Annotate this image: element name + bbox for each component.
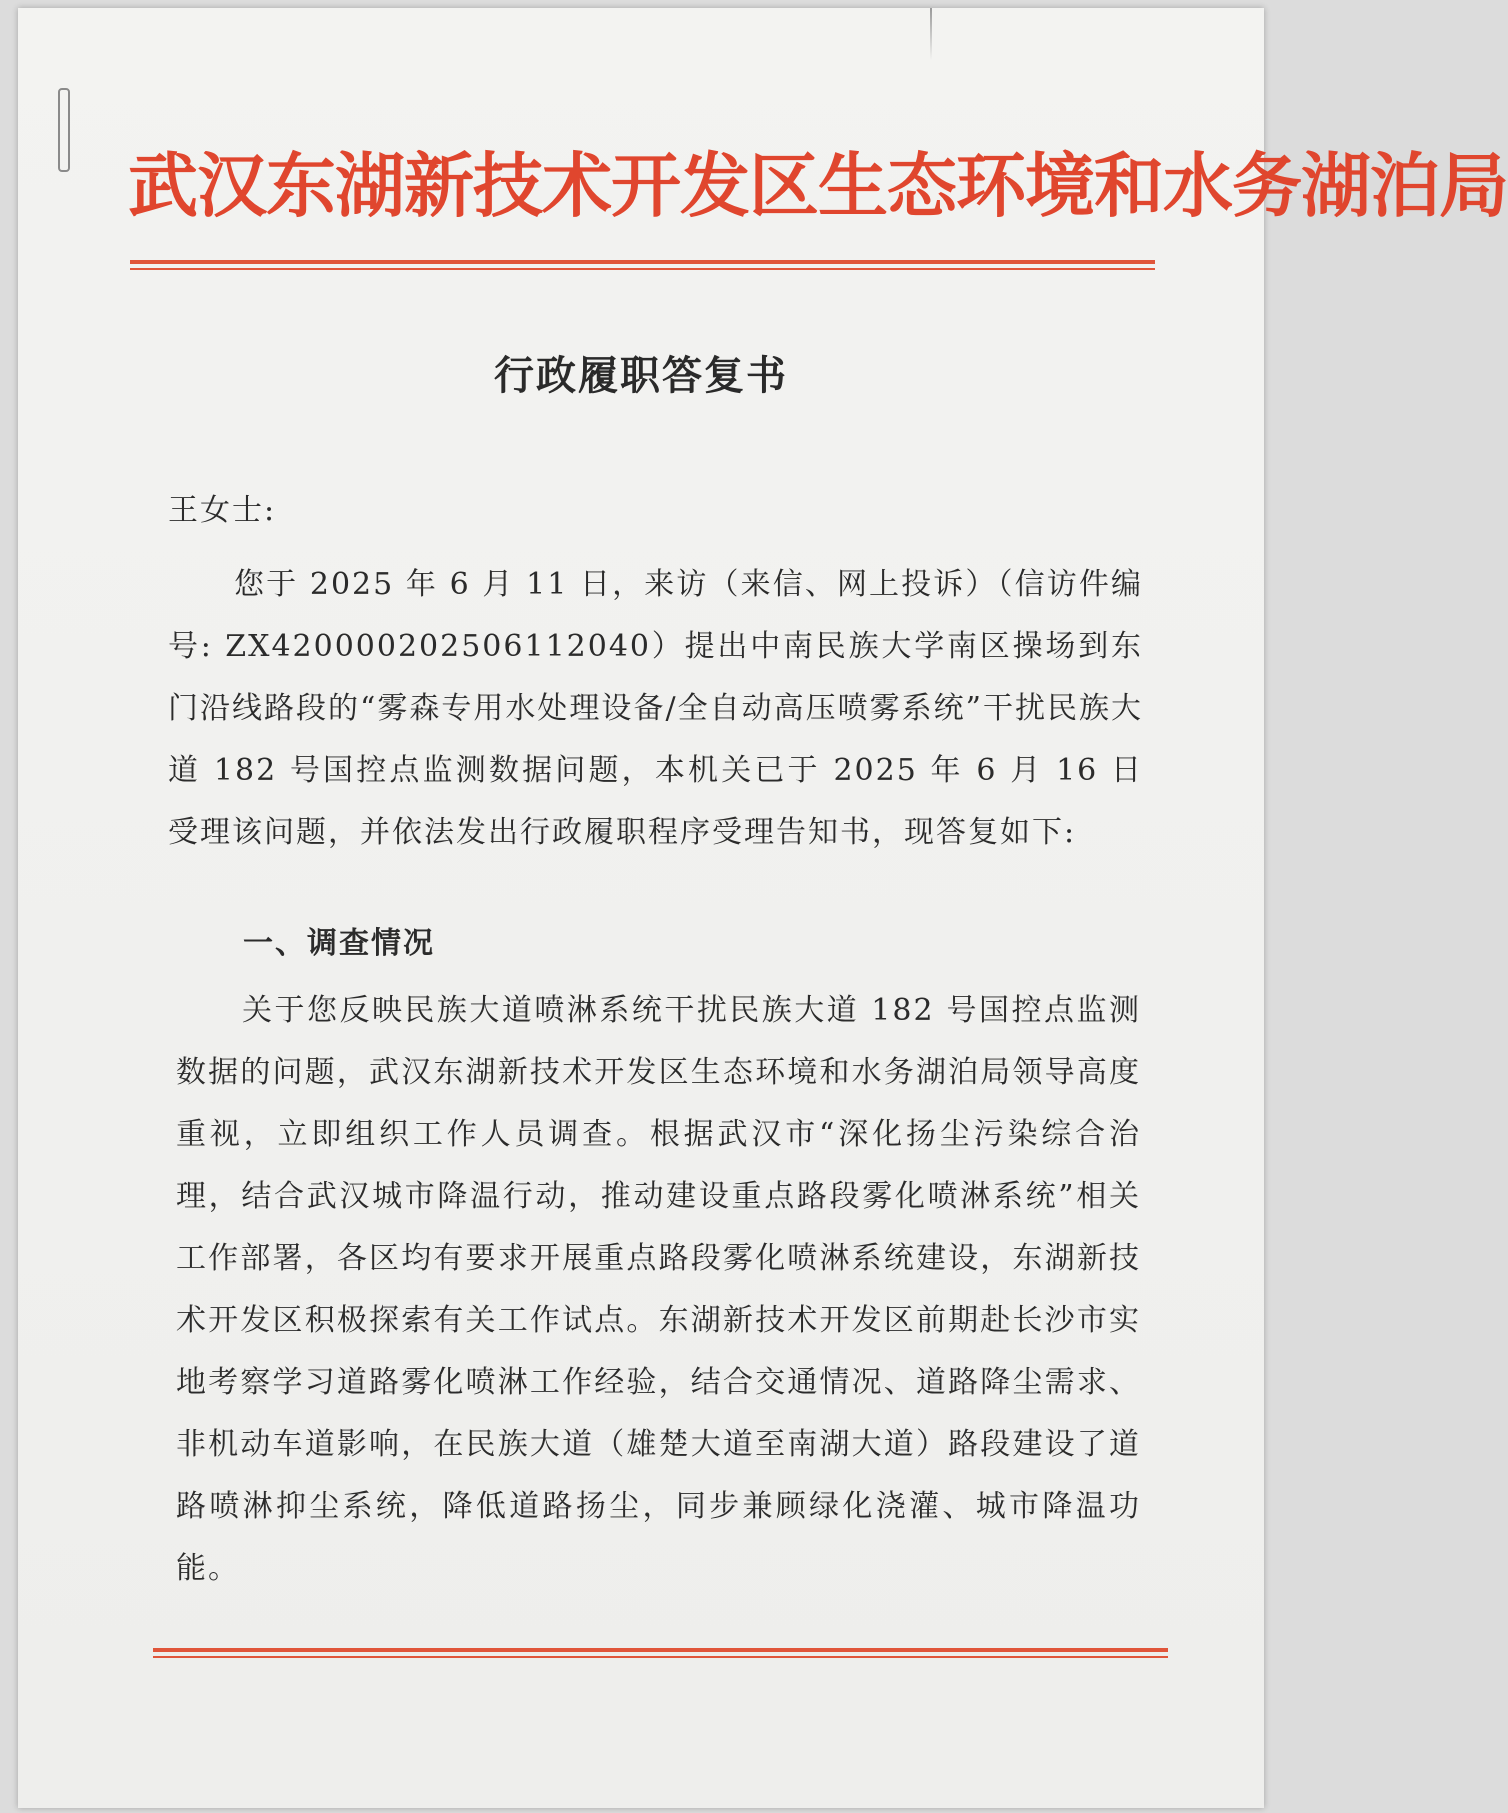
document-page [18,8,1508,1808]
paragraph-intro: 您于 2025 年 6 月 11 日，来访（来信、网上投诉）（信访件编号: ZX420000202506112040）提出中南民族大学南区操场到东门沿线路段的“雾森专用水处理设备/全自动高压喷雾系统”干扰民族大道 182 号国控点监测数据问题，本机关已于 2025 年 6 月 16 日受理该问题，并依法发出行政履职程序受理告知书，现答复如下: [168,567,1143,850]
footer-red-rule [153,1648,1168,1652]
document-title: 行政履职答复书 [494,353,788,399]
salutation: 王女士: [168,493,277,528]
fold-crease [930,8,932,60]
footer-red-rule-thin [153,1656,1168,1658]
paragraph-investigation: 关于您反映民族大道喷淋系统干扰民族大道 182 号国控点监测数据的问题，武汉东湖新技术开发区生态环境和水务湖泊局领导高度重视，立即组织工作人员调查。根据武汉市“深化扬尘污染综合治理，结合武汉城市降温行动，推动建设重点路段雾化喷淋系统”相关工作部署，各区均有要求开展重点路段雾化喷淋系统建设，东湖新技术开发区积极探索有关工作试点。东湖新技术开发区前期赴长沙市实地考察学习道路雾化喷淋工作经验，结合交通情况、道路降尘需求、非机动车道影响，在民族大道（雄楚大道至南湖大道）路段建设了道路喷淋抑尘系统，降低道路扬尘，同步兼顾绿化浇灌、城市降温功能。 [176,993,1141,1586]
paper-clip-icon [58,88,70,172]
letterhead-red-rule [130,260,1155,264]
letterhead-red-rule-thin [130,268,1155,270]
letterhead-org-name: 武汉东湖新技术开发区生态环境和水务湖泊局 [128,144,1508,227]
section-heading-investigation: 一、调查情况 [243,926,435,961]
